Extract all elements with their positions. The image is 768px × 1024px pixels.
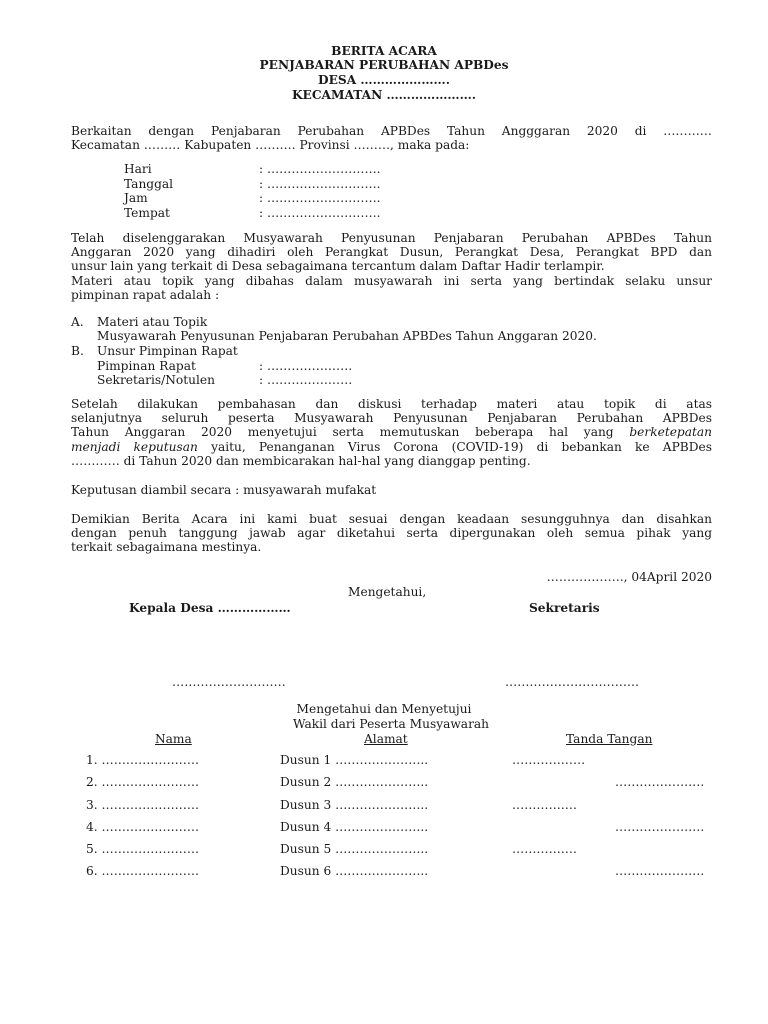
section-a-content: Musyawarah Penyusunan Penjabaran Perubahan APBDes Tahun Anggaran 2020. — [97, 329, 597, 343]
section-b-title: Unsur Pimpinan Rapat — [97, 344, 238, 358]
attendee-address: Dusun 6 ………………….. — [280, 864, 429, 878]
para-line: selanjutnya seluruh peserta Musyawarah Penyusunan Penjabaran Perubahan APBDes — [71, 411, 712, 426]
schedule-label-tanggal: Tanggal — [124, 177, 174, 191]
section-a-marker: A. — [71, 315, 84, 329]
intro-paragraph — [71, 124, 712, 152]
pimpinan-label: Pimpinan Rapat — [97, 359, 196, 373]
section-b-marker: B. — [71, 344, 84, 358]
intro-line: Berkaitan dengan Penjabaran Perubahan APBDes Tahun Angggaran 2020 di ………… — [71, 124, 712, 138]
kepala-desa-label: Kepala Desa ……………… — [129, 601, 291, 615]
attendance-heading-2: Wakil dari Peserta Musyawarah — [292, 717, 490, 731]
attendee-name: 2. …………………… — [86, 775, 200, 789]
para-line: unsur lain yang terkait di Desa sebagaimana tercantum dalam Daftar Hadir terlampir. — [71, 259, 605, 274]
para-line: Setelah dilakukan pembahasan dan diskusi terhadap materi atau topik di atas — [71, 397, 712, 411]
attendee-signature: …………………. — [615, 864, 705, 878]
intro-line: Kecamatan ……… Kabupaten ………. Provinsi ………, maka pada: — [71, 138, 470, 153]
signature-line-left: ………………………. — [172, 675, 286, 689]
decision-text: Keputusan diambil secara : musyawarah mufakat — [71, 483, 377, 497]
schedule-label-hari: Hari — [124, 162, 152, 176]
signature-line-right: …………………………… — [505, 675, 640, 689]
schedule-value-tempat: : ………………………. — [259, 206, 381, 220]
para-line: Telah diselenggarakan Musyawarah Penyusunan Penjabaran Perubahan APBDes Tahun — [71, 231, 712, 245]
section-a-title: Materi atau Topik — [97, 315, 208, 329]
para-line: terkait sebagaimana mestinya. — [71, 540, 262, 555]
sekretaris-label: Sekretaris/Notulen — [97, 373, 215, 387]
para-line — [71, 425, 712, 439]
attendee-name: 5. …………………… — [86, 842, 200, 856]
schedule-label-jam: Jam — [124, 191, 148, 205]
attendee-signature: ……………. — [512, 842, 577, 856]
para-text: Tahun Anggaran 2020 menyetujui serta memutuskan beberapa hal yang — [71, 425, 614, 440]
doc-title: BERITA ACARA — [331, 44, 437, 58]
para-text: yaitu, Penanganan Virus Corona (COVID-19) di bebankan ke APBDes — [211, 439, 712, 454]
para-line: Materi atau topik yang dibahas dalam musyawarah ini serta yang bertindak selaku unsur — [71, 273, 712, 288]
attendee-name: 3. …………………… — [86, 798, 200, 812]
para-line: dengan penuh tanggung jawab agar diketahui serta dipergunakan oleh semua pihak yang — [71, 526, 712, 541]
col-header-tanda-tangan: Tanda Tangan — [566, 732, 653, 746]
attendee-address: Dusun 5 ………………….. — [280, 842, 429, 856]
sekretaris-value: : ………………… — [259, 373, 353, 387]
attendee-name: 6. …………………… — [86, 864, 200, 878]
attendee-signature: …………………. — [615, 775, 705, 789]
para-line: Demikian Berita Acara ini kami buat sesuai dengan keadaan sesungguhnya dan disahkan — [71, 512, 712, 526]
pimpinan-value: : ………………… — [259, 359, 353, 373]
attendance-heading-1: Mengetahui dan Menyetujui — [296, 702, 472, 716]
attendee-address: Dusun 4 ………………….. — [280, 820, 429, 834]
para-italic: berketepatan — [629, 425, 713, 440]
schedule-label-tempat: Tempat — [124, 206, 170, 220]
attendee-address: Dusun 1 ………………….. — [280, 753, 429, 767]
schedule-value-jam: : ………………………. — [259, 191, 381, 205]
attendee-address: Dusun 3 ………………….. — [280, 798, 429, 812]
attendee-signature: …………………. — [615, 820, 705, 834]
para-line — [71, 440, 712, 454]
attendee-name: 1. …………………… — [86, 753, 200, 767]
body-paragraph-1 — [71, 231, 712, 302]
attendee-signature: ……………. — [512, 798, 577, 812]
para-line: ………… di Tahun 2020 dan membicarakan hal-hal yang dianggap penting. — [71, 453, 531, 468]
date-line: ………………., 04April 2020 — [546, 570, 712, 584]
attendee-signature: ……………… — [512, 753, 586, 767]
sekretaris-signature-label: Sekretaris — [529, 601, 600, 615]
body-paragraph-2 — [71, 397, 712, 468]
closing-paragraph — [71, 512, 712, 555]
mengetahui-label: Mengetahui, — [348, 585, 427, 599]
doc-kecamatan: KECAMATAN …………………. — [291, 88, 477, 102]
col-header-alamat: Alamat — [364, 732, 408, 746]
attendee-address: Dusun 2 ………………….. — [280, 775, 429, 789]
col-header-nama: Nama — [155, 732, 192, 746]
para-italic: menjadi keputusan — [71, 439, 198, 454]
para-line: pimpinan rapat adalah : — [71, 287, 220, 302]
schedule-value-tanggal: : ………………………. — [259, 177, 381, 191]
schedule-value-hari: : ………………………. — [259, 162, 381, 176]
para-line: Anggaran 2020 yang dihadiri oleh Perangkat Dusun, Perangkat Desa, Perangkat BPD dan — [71, 245, 712, 260]
attendee-name: 4. …………………… — [86, 820, 200, 834]
doc-desa: DESA …………………. — [318, 73, 450, 87]
doc-subtitle: PENJABARAN PERUBAHAN APBDes — [259, 58, 509, 72]
